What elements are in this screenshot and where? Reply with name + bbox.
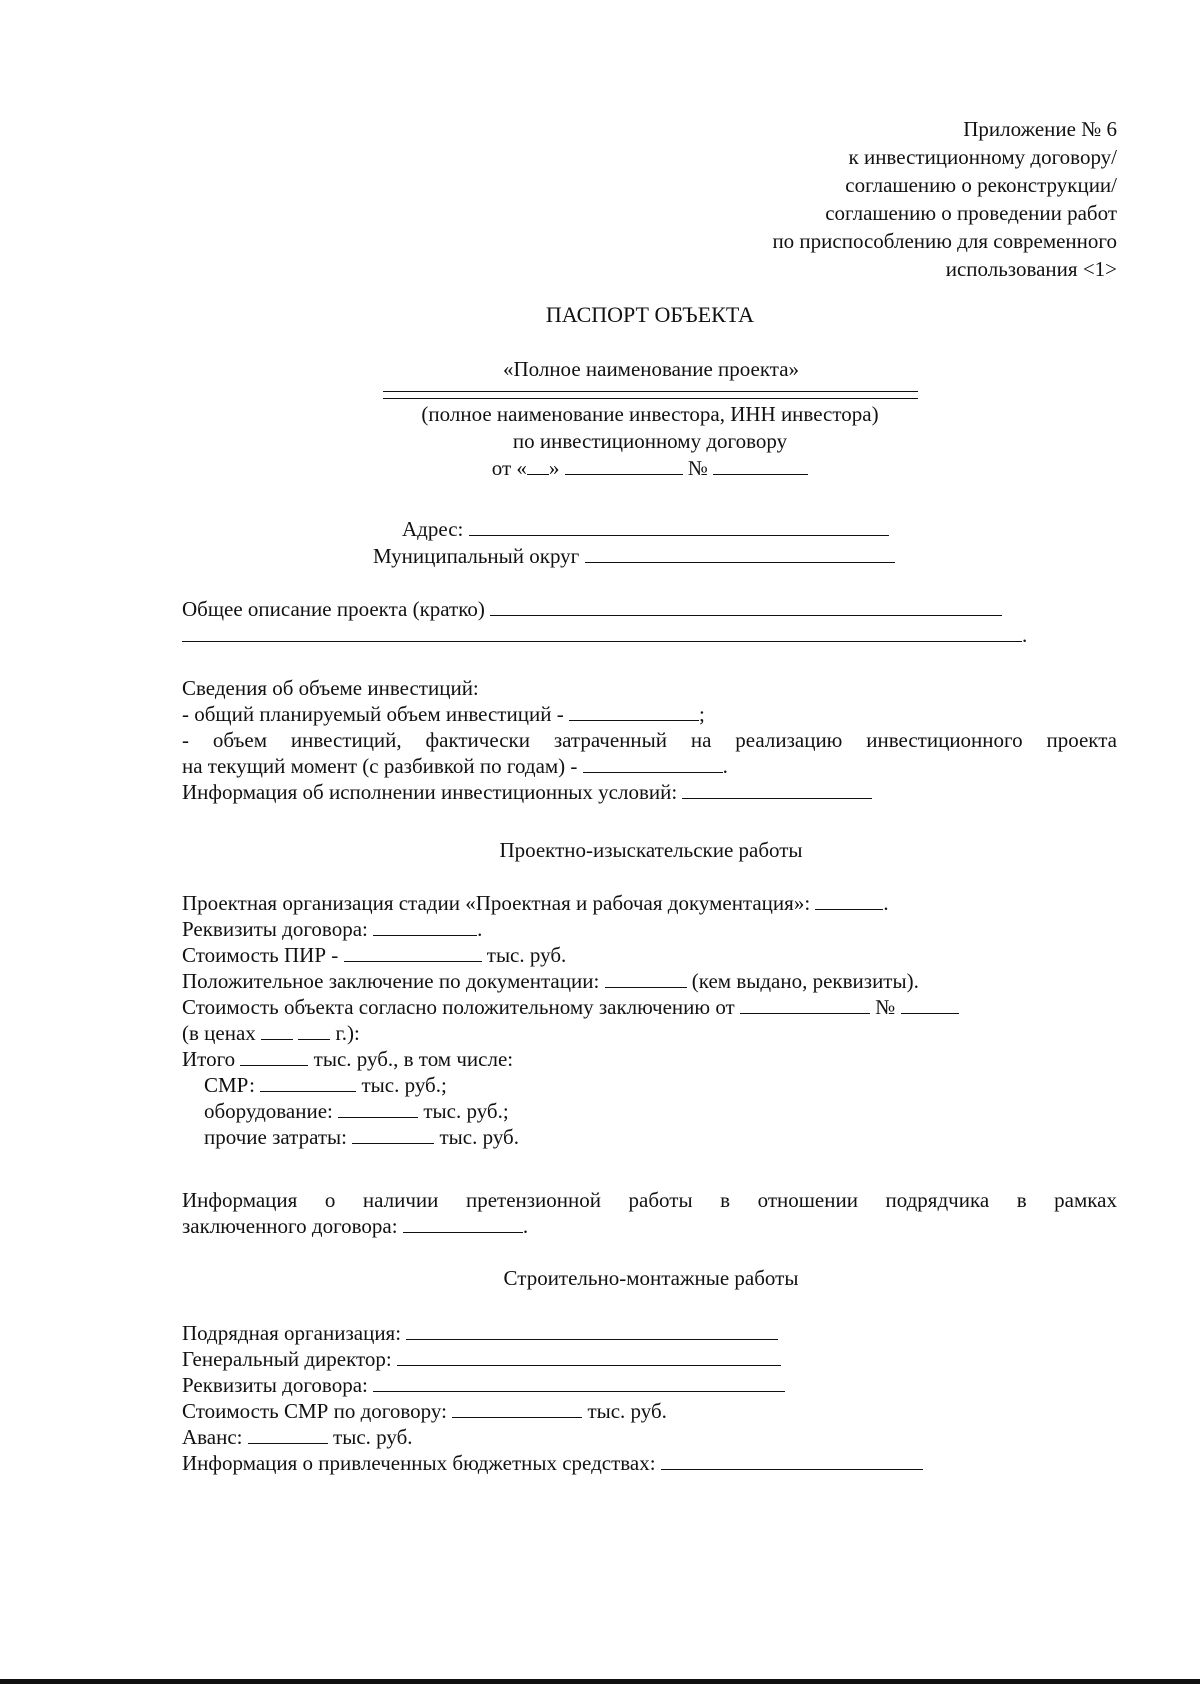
claims-field (403, 1214, 523, 1233)
construction-requisites-field (373, 1373, 785, 1392)
smr-field (260, 1073, 356, 1092)
address-field (469, 517, 889, 536)
actual-investments-line1: - объем инвестиций, фактически затраченный на реализацию инвестиционного проекта (182, 728, 1117, 752)
director-row: Генеральный директор: (182, 1346, 1117, 1372)
prices-field-2 (298, 1021, 330, 1040)
budget-row: Информация о привлеченных бюджетных средствах: (182, 1450, 1117, 1476)
appendix-line: по приспособлению для современного (772, 229, 1117, 253)
design-requisites-row: Реквизиты договора: . (182, 917, 483, 941)
smr-cost-row: Стоимость СМР по договору: тыс. руб. (182, 1399, 667, 1423)
actual-investments-row: на текущий момент (с разбивкой по годам) - . (182, 754, 728, 778)
description-row: Общее описание проекта (кратко) (182, 596, 1117, 622)
object-cost-row: Стоимость объекта согласно положительному заключению от № (182, 994, 1117, 1020)
design-works-heading: Проектно-изыскательские работы (499, 838, 803, 862)
appendix-line: Приложение № 6 (963, 117, 1117, 141)
contractor-row: Подрядная организация: (182, 1320, 1117, 1346)
total-field (240, 1047, 308, 1066)
day-field (527, 456, 549, 475)
investor-contract: по инвестиционному договору (512, 429, 788, 453)
district-row: Муниципальный округ (373, 543, 895, 569)
other-costs-field (352, 1125, 434, 1144)
claims-line1: Информация о наличии претензионной работы в отношении подрядчика в рамках (182, 1188, 1117, 1212)
conditions-row: Информация об исполнении инвестиционных условий: (182, 779, 1117, 805)
advance-field (248, 1425, 328, 1444)
description-row-2: . (182, 622, 1117, 648)
prices-row: (в ценах г.): (182, 1021, 360, 1045)
equipment-field (338, 1099, 418, 1118)
design-works-block (182, 890, 1117, 1150)
actual-investments-field (583, 754, 723, 773)
document-title: ПАСПОРТ ОБЪЕКТА (545, 302, 755, 327)
total-row: Итого тыс. руб., в том числе: (182, 1047, 514, 1071)
conclusion-row: Положительное заключение по документации: (кем выдано, реквизиты). (182, 969, 919, 993)
contract-number-field (713, 456, 808, 475)
appendix-line: использования <1> (945, 257, 1117, 281)
smr-cost-field (452, 1399, 582, 1418)
claims-block (182, 1187, 1117, 1239)
other-costs-row: прочие затраты: тыс. руб. (204, 1125, 519, 1149)
planned-investments-field (569, 702, 699, 721)
design-org-row: Проектная организация стадии «Проектная и рабочая документация»: . (182, 891, 889, 915)
appendix-header (772, 115, 1117, 283)
claims-row: заключенного договора: . (182, 1214, 529, 1238)
contractor-field (406, 1321, 778, 1340)
conditions-field (682, 780, 872, 799)
equipment-row: оборудование: тыс. руб.; (204, 1099, 509, 1123)
smr-row: СМР: тыс. руб.; (204, 1073, 447, 1097)
construction-requisites-row: Реквизиты договора: (182, 1372, 1117, 1398)
budget-field (661, 1451, 923, 1470)
description-block (182, 596, 1117, 648)
description-field-2 (182, 623, 1022, 642)
pir-cost-field (344, 943, 482, 962)
appendix-line: к инвестиционному договору/ (848, 145, 1117, 169)
investments-heading: Сведения об объеме инвестиций: (182, 676, 479, 700)
object-cost-number-field (901, 995, 959, 1014)
investments-block (182, 675, 1117, 805)
planned-investments-row: - общий планируемый объем инвестиций - ; (182, 702, 705, 726)
address-row: Адрес: (402, 516, 889, 542)
construction-heading: Строительно-монтажные работы (503, 1266, 799, 1290)
advance-row: Аванс: тыс. руб. (182, 1425, 413, 1449)
investor-caption: (полное наименование инвестора, ИНН инвестора) (421, 402, 879, 426)
investor-contract-date: от « » № (380, 455, 920, 482)
description-field (490, 597, 1002, 616)
construction-block (182, 1320, 1117, 1476)
design-org-field (815, 891, 883, 910)
appendix-line: соглашению о проведении работ (825, 201, 1117, 225)
conclusion-field (605, 969, 687, 988)
page-bottom-edge (0, 1679, 1200, 1684)
design-requisites-field (373, 917, 477, 936)
pir-cost-row: Стоимость ПИР - тыс. руб. (182, 943, 567, 967)
project-name: «Полное наименование проекта» (502, 357, 800, 381)
object-cost-date-field (740, 995, 870, 1014)
director-field (397, 1347, 781, 1366)
district-field (585, 544, 895, 563)
appendix-line: соглашению о реконструкции/ (845, 173, 1117, 197)
investor-block (380, 391, 920, 482)
month-year-field (565, 456, 683, 475)
investor-name-line (383, 391, 918, 398)
prices-field-1 (261, 1021, 293, 1040)
